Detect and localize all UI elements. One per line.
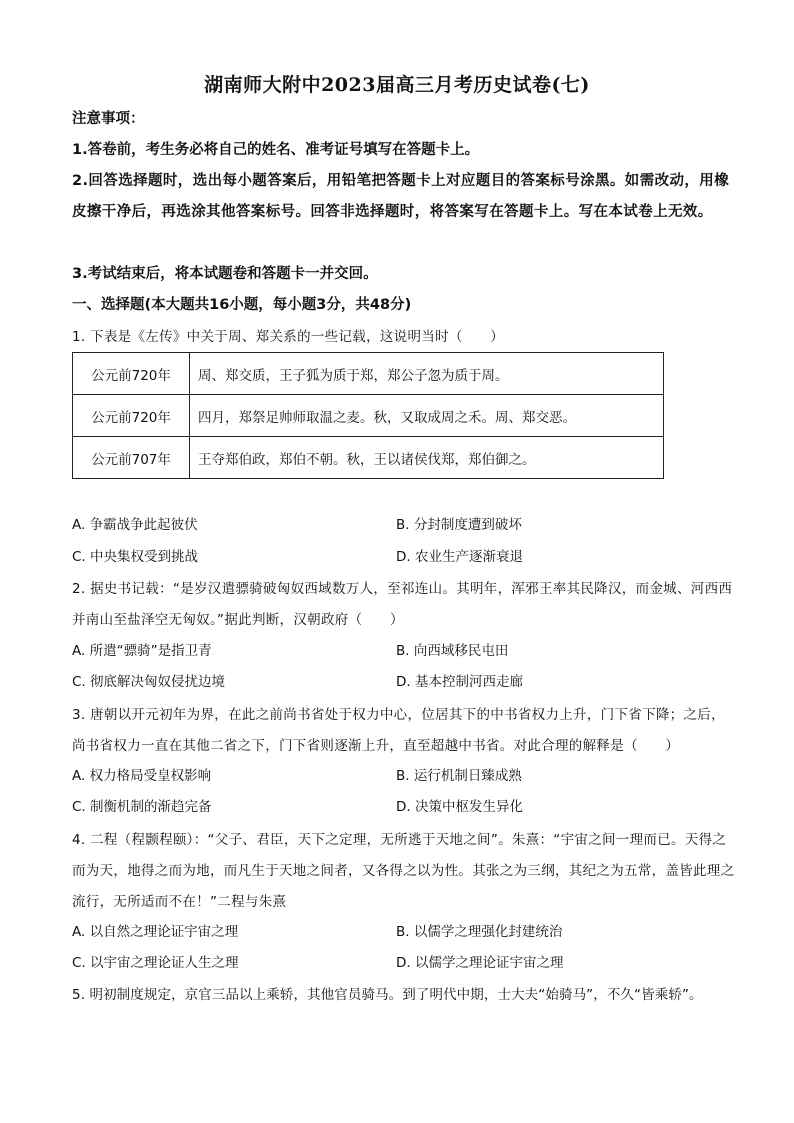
zuozhuan-records-table	[72, 352, 664, 479]
question-4-option-a[interactable]: A. 以自然之理论证宇宙之理	[72, 924, 239, 940]
question-3-option-c[interactable]: C. 制衡机制的渐趋完备	[72, 799, 212, 815]
question-3-option-b[interactable]: B. 运行机制日臻成熟	[396, 768, 522, 784]
question-2-option-d[interactable]: D. 基本控制河西走廊	[396, 674, 523, 690]
question-1-option-d[interactable]: D. 农业生产逐渐衰退	[396, 549, 523, 565]
question-2-option-a[interactable]: A. 所遣“骠骑”是指卫青	[72, 643, 212, 659]
question-3-stem: 3. 唐朝以开元初年为界，在此之前尚书省处于权力中心，位居其下的中书省权力上升，门下省下降；之后，尚书省权力一直在其他二省之下，门下省则逐渐上升，直至超越中书省。对此合理的解释是（ ）	[72, 707, 725, 754]
question-1-option-c[interactable]: C. 中央集权受到挑战	[72, 549, 199, 565]
record-year: 公元前707年	[73, 437, 190, 479]
section-heading-choice: 一、选择题(本大题共16小题，每小题3分，共48分)	[72, 297, 412, 313]
question-1-option-b[interactable]: B. 分封制度遭到破坏	[396, 517, 522, 533]
question-5-stem: 5. 明初制度规定，京官三品以上乘轿，其他官员骑马。到了明代中期，士大夫“始骑马”，不久“皆乘轿”。	[72, 987, 703, 1003]
question-3-option-a[interactable]: A. 权力格局受皇权影响	[72, 768, 212, 784]
table-row	[73, 437, 664, 479]
notice-item-1: 1.答卷前，考生务必将自己的姓名、准考证号填写在答题卡上。	[72, 142, 480, 158]
notice-item-3: 3.考试结束后，将本试题卷和答题卡一并交回。	[72, 266, 378, 282]
notice-heading: 注意事项：	[72, 111, 145, 127]
question-4-option-d[interactable]: D. 以儒学之理论证宇宙之理	[396, 955, 564, 971]
question-2-option-b[interactable]: B. 向西域移民屯田	[396, 643, 509, 659]
question-4-option-c[interactable]: C. 以宇宙之理论证人生之理	[72, 955, 239, 971]
record-text: 四月，郑祭足帅师取温之麦。秋，又取成周之禾。周、郑交恶。	[190, 395, 664, 437]
page-title: 湖南师大附中2023届高三月考历史试卷(七)	[204, 74, 590, 96]
table-row	[73, 353, 664, 395]
notice-item-2: 2.回答选择题时，选出每小题答案后，用铅笔把答题卡上对应题目的答案标号涂黑。如需改动，用橡皮擦干净后，再选涂其他答案标号。回答非选择题时，将答案写在答题卡上。写在本试卷上无效。	[72, 173, 730, 220]
question-2-option-c[interactable]: C. 彻底解决匈奴侵扰边境	[72, 674, 226, 690]
question-2-stem: 2. 据史书记载：“是岁汉遣骠骑破匈奴西域数万人，至祁连山。其明年，浑邪王率其民降汉，而金城、河西西并南山至盐泽空无匈奴。”据此判断，汉朝政府（ ）	[72, 581, 733, 628]
question-4-option-b[interactable]: B. 以儒学之理强化封建统治	[396, 924, 563, 940]
question-3-option-d[interactable]: D. 决策中枢发生异化	[396, 799, 523, 815]
record-text: 周、郑交质，王子狐为质于郑，郑公子忽为质于周。	[190, 353, 664, 395]
record-text: 王夺郑伯政，郑伯不朝。秋，王以诸侯伐郑，郑伯御之。	[190, 437, 664, 479]
record-year: 公元前720年	[73, 353, 190, 395]
question-1-option-a[interactable]: A. 争霸战争此起彼伏	[72, 517, 198, 533]
question-4-stem: 4. 二程（程颢程颐）：“父子、君臣，天下之定理，无所逃于天地之间”。朱熹：“宇宙之间一理而已。天得之而为天，地得之而为地，而凡生于天地之间者，又各得之以为性。其张之为三纲，其纪之为五常，盖皆此理之流行，无所适而不在！”二程与朱熹	[72, 832, 735, 910]
record-year: 公元前720年	[73, 395, 190, 437]
question-1-stem: 1. 下表是《左传》中关于周、郑关系的一些记载，这说明当时（ ）	[72, 329, 505, 345]
table-row	[73, 395, 664, 437]
